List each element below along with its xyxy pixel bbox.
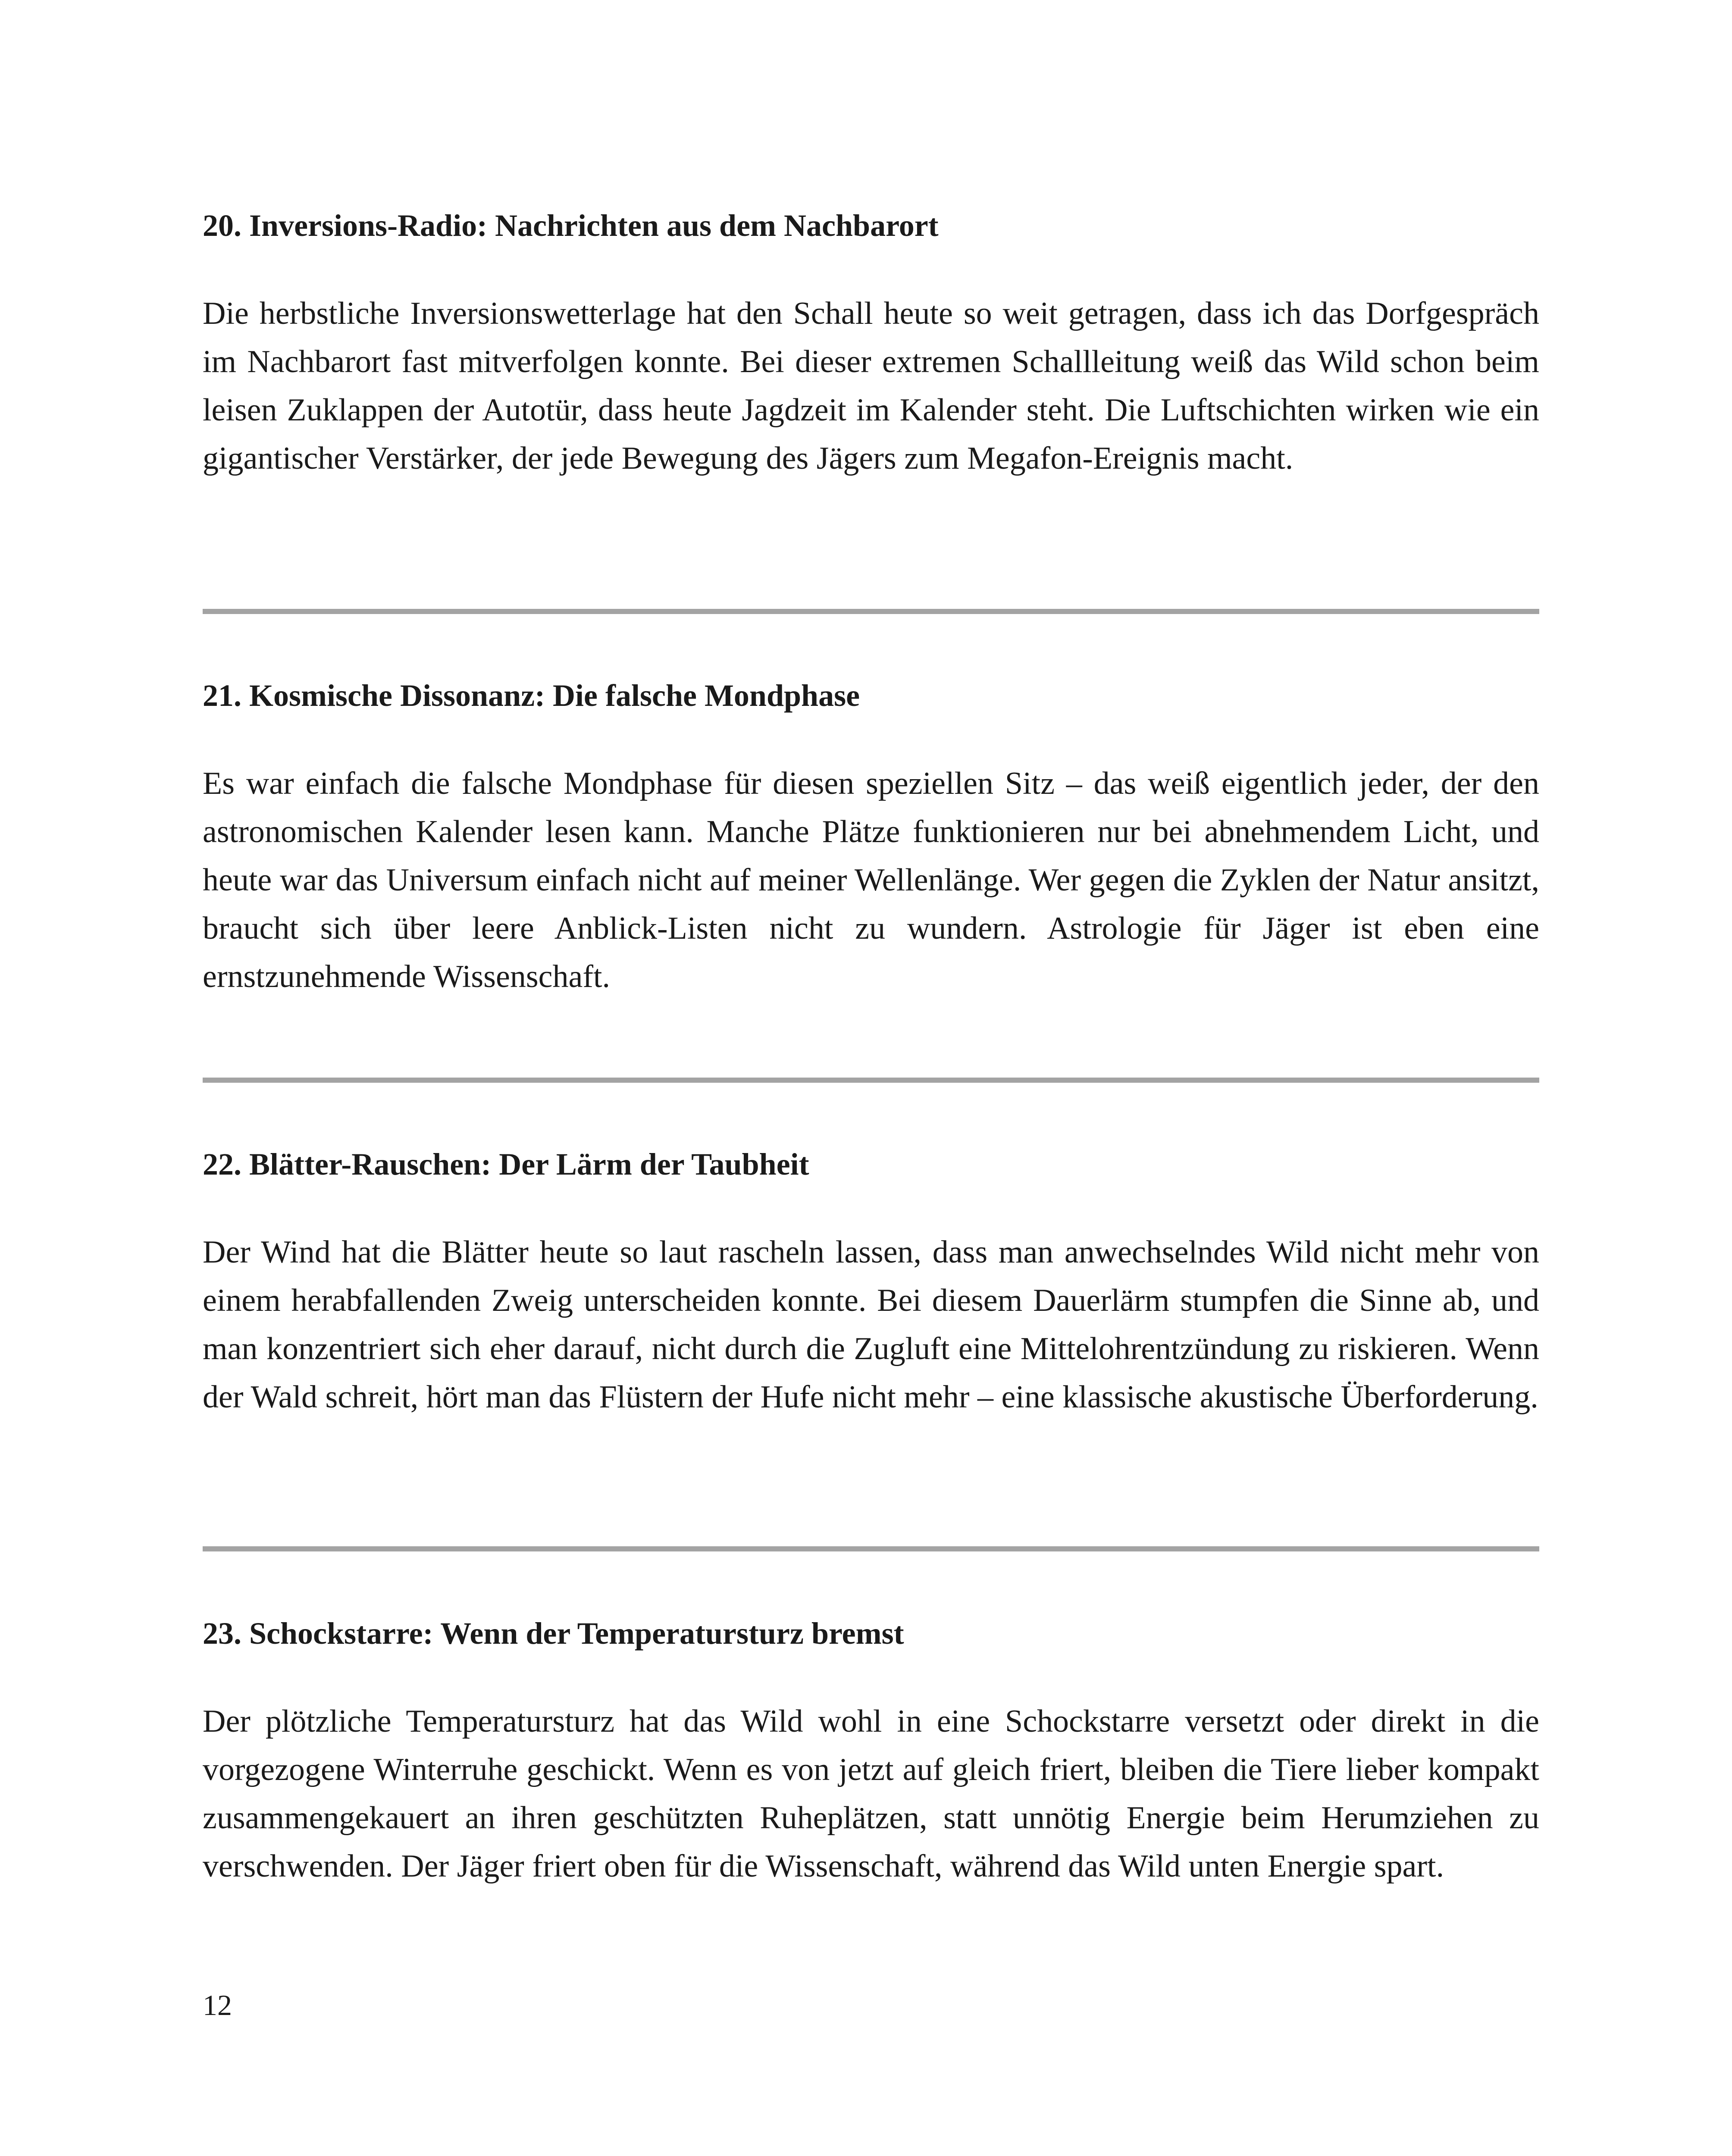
section-heading: 21. Kosmische Dissonanz: Die falsche Mondphase [203,678,860,713]
section-23 [203,1613,1539,1890]
section-22 [203,1144,1539,1421]
section-heading: 20. Inversions-Radio: Nachrichten aus dem Nachbarort [203,208,939,243]
section-body: Der plötzliche Temperatursturz hat das Wild wohl in eine Schockstarre versetzt oder direkt in die vorgezogene Winterruhe geschickt. Wenn es von jetzt auf gleich friert, bleiben die Tiere lieber kompakt zusammengekauert an ihren geschützten Ruheplätzen, statt unnötig Energie beim Herumziehen zu verschwenden. Der Jäger friert oben für die Wissenschaft, während das Wild unten Energie spart. [203,1704,1539,1884]
section-body: Es war einfach die falsche Mondphase für diesen speziellen Sitz – das weiß eigentlich jeder, der den astronomischen Kalender lesen kann. Manche Plätze funktionieren nur bei abnehmendem Licht, und heute war das Universum einfach nicht auf meiner Wellenlänge. Wer gegen die Zyklen der Natur ansitzt, braucht sich über leere Anblick-Listen nicht zu wundern. Astrologie für Jäger ist eben eine ernstzunehmende Wissenschaft. [203,766,1539,994]
section-body: Die herbstliche Inversionswetterlage hat den Schall heute so weit getragen, dass ich das Dorfgespräch im Nachbarort fast mitverfolgen konnte. Bei dieser extremen Schallleitung weiß das Wild schon beim leisen Zuklappen der Autotür, dass heute Jagdzeit im Kalender steht. Die Luftschichten wirken wie ein gigantischer Verstärker, der jede Bewegung des Jägers zum Megafon-Ereignis macht. [203,296,1539,476]
section-heading: 22. Blätter-Rauschen: Der Lärm der Taubheit [203,1147,809,1181]
section-20 [203,205,1539,483]
section-divider [203,609,1539,614]
section-body: Der Wind hat die Blätter heute so laut rascheln lassen, dass man anwechselndes Wild nicht mehr von einem herabfallenden Zweig unterscheiden konnte. Bei diesem Dauerlärm stumpfen die Sinne ab, und man konzentriert sich eher darauf, nicht durch die Zugluft eine Mittelohrentzündung zu riskieren. Wenn der Wald schreit, hört man das Flüstern der Hufe nicht mehr – eine klassische akustische Überforderung. [203,1235,1539,1415]
section-divider [203,1078,1539,1083]
section-21 [203,675,1539,1001]
page-number: 12 [203,1989,232,2021]
section-divider [203,1546,1539,1551]
section-heading: 23. Schockstarre: Wenn der Temperatursturz bremst [203,1616,904,1651]
